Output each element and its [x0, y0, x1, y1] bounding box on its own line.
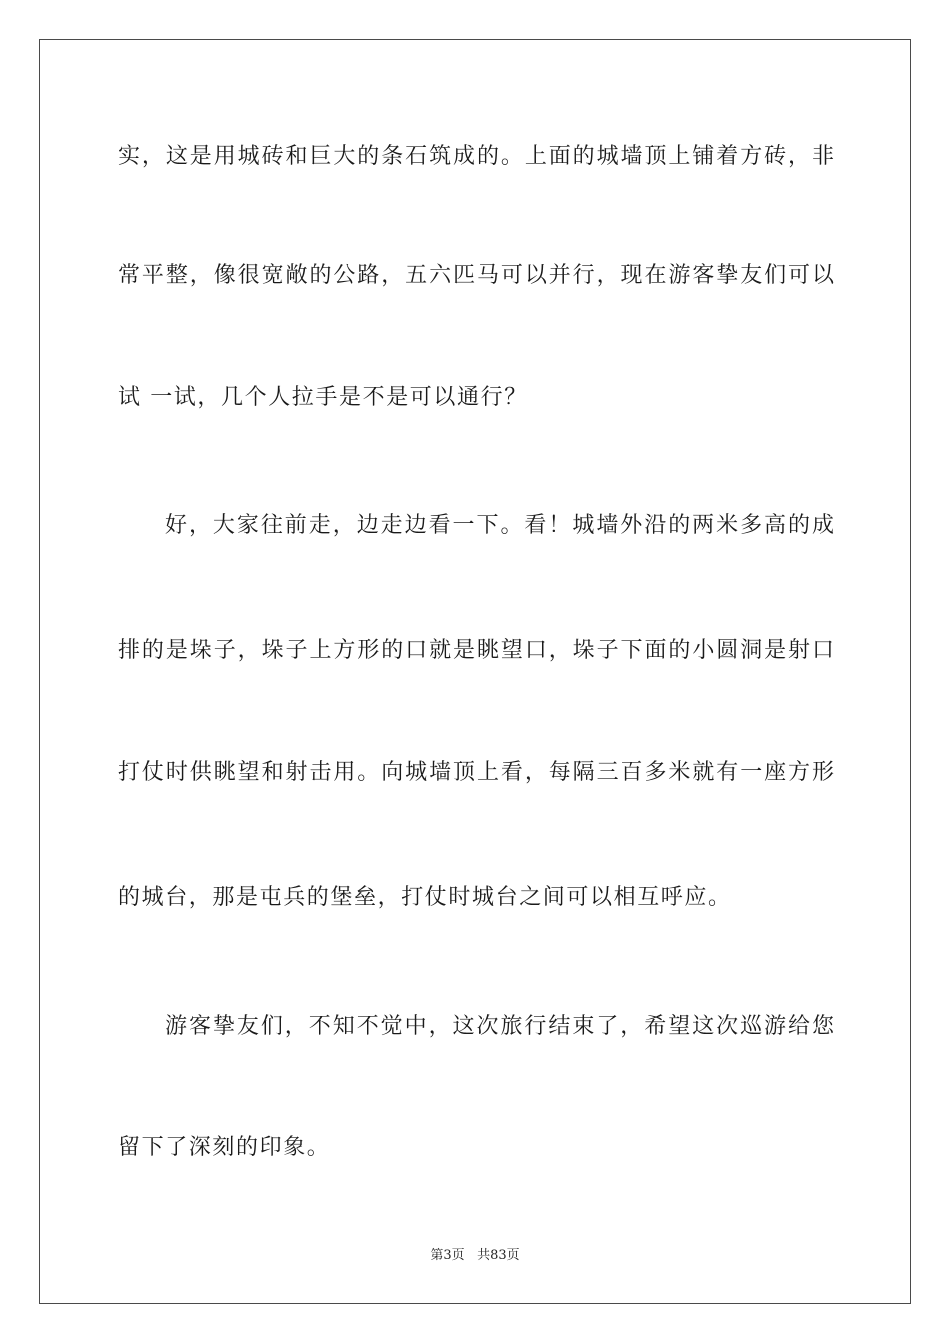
text-line: 排的是垛子，垛子上方形的口就是眺望口，垛子下面的小圆洞是射口 — [118, 638, 834, 663]
text-line: 游客挚友们，不知不觉中，这次旅行结束了，希望这次巡游给您 — [165, 1014, 834, 1039]
text-line: 留下了深刻的印象。 — [118, 1135, 331, 1160]
page-total: 共83页 — [477, 1248, 520, 1263]
text-line: 试 一试，几个人拉手是不是可以通行？ — [118, 385, 528, 410]
text-line: 常平整，像很宽敞的公路，五六匹马可以并行，现在游客挚友们可以 — [118, 263, 834, 288]
page-border — [39, 39, 911, 1304]
text-line: 的城台，那是屯兵的堡垒，打仗时城台之间可以相互呼应。 — [118, 885, 732, 910]
page-footer — [0, 1248, 950, 1264]
text-line: 好，大家往前走，边走边看一下。看！城墙外沿的两米多高的成 — [165, 513, 834, 538]
page-number: 第3页 — [430, 1248, 465, 1263]
text-line: 实，这是用城砖和巨大的条石筑成的。上面的城墙顶上铺着方砖，非 — [118, 144, 834, 169]
text-line: 打仗时供眺望和射击用。向城墙顶上看，每隔三百多米就有一座方形 — [118, 760, 834, 785]
